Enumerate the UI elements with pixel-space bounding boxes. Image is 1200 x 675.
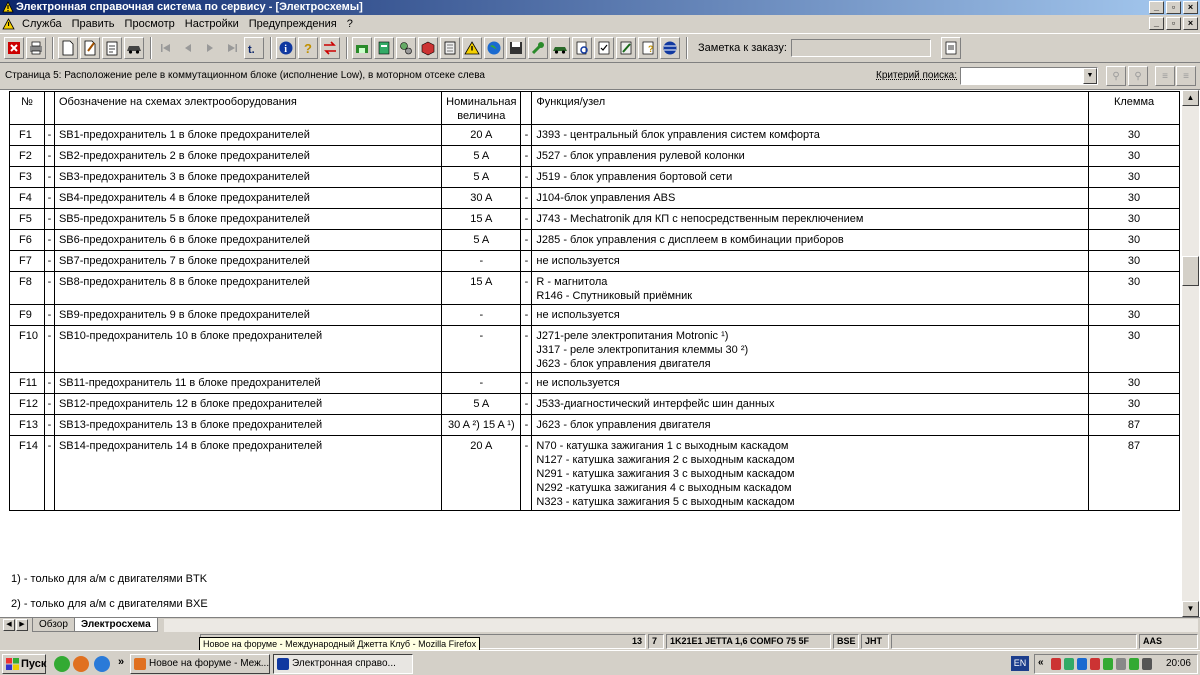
exit-icon (6, 40, 22, 56)
table-row (10, 305, 1180, 326)
dash-cell: - (44, 125, 54, 146)
status-user: AAS (1139, 634, 1198, 649)
help-button[interactable] (298, 37, 318, 59)
scroll-thumb[interactable] (1182, 256, 1199, 286)
fuse-terminal: 30 (1089, 188, 1180, 209)
order-note-label: Заметка к заказу: (698, 42, 787, 54)
toolbar (0, 33, 1200, 63)
fuse-number: F11 (10, 373, 45, 394)
status-cell-13: 13 (200, 634, 646, 649)
header-value: Номинальная величина (442, 92, 521, 125)
close-button[interactable]: × (1183, 1, 1198, 14)
first-page-icon (158, 40, 174, 56)
fuse-rating: 30 A (442, 188, 521, 209)
menu-warnings[interactable]: Предупреждения (248, 18, 337, 30)
status-vehicle: 1K21E1 JETTA 1,6 COMFO 75 5F (666, 634, 831, 649)
fuse-function (532, 436, 1089, 511)
parts-button[interactable] (418, 37, 438, 59)
tray-clock: 20:06 (1165, 658, 1191, 669)
search-next-button[interactable] (1128, 66, 1148, 86)
fuse-designation: SB2-предохранитель 2 в блоке предохранителей (54, 146, 441, 167)
fuse-terminal: 87 (1089, 436, 1180, 511)
dash-cell: - (44, 146, 54, 167)
dash-cell: - (521, 209, 532, 230)
dash-cell: - (44, 373, 54, 394)
dash-cell: - (521, 188, 532, 209)
fuse-number: F7 (10, 251, 45, 272)
fuse-designation: SB12-предохранитель 12 в блоке предохранителей (54, 394, 441, 415)
chevron-down-icon[interactable]: ▼ (1083, 68, 1097, 84)
search-next-icon: ⚲ (1134, 70, 1142, 82)
fuse-rating: - (442, 305, 521, 326)
exit-button[interactable] (4, 37, 24, 59)
function-line: J527 - блок управления рулевой колонки (536, 150, 745, 162)
fuse-number: F3 (10, 167, 45, 188)
fuse-number: F5 (10, 209, 45, 230)
fuse-terminal: 30 (1089, 230, 1180, 251)
fuse-terminal: 30 (1089, 305, 1180, 326)
fuse-designation: SB9-предохранитель 9 в блоке предохранителей (54, 305, 441, 326)
function-line: J317 - реле электропитания клеммы 30 ²) (536, 344, 749, 356)
mdi-close-button[interactable]: × (1183, 17, 1198, 30)
table-row (10, 436, 1180, 511)
mdi-minimize-button[interactable]: _ (1149, 17, 1164, 30)
table-row (10, 251, 1180, 272)
status-gearbox: JHT (861, 634, 889, 649)
fuse-number: F12 (10, 394, 45, 415)
tool-button[interactable] (528, 37, 548, 59)
box-icon (420, 40, 436, 56)
footnote-2: 2) - только для а/м с двигателями BXE (11, 598, 208, 610)
fuse-number: F10 (10, 326, 45, 373)
function-line: N291 - катушка зажигания 3 с выходным каскадом (536, 468, 795, 480)
document-icon (60, 40, 76, 56)
svg-text:?: ? (648, 44, 654, 54)
fuse-number: F1 (10, 125, 45, 146)
header-terminal: Клемма (1089, 92, 1180, 125)
fuse-designation: SB4-предохранитель 4 в блоке предохранителей (54, 188, 441, 209)
service-app-icon (277, 658, 289, 670)
fuse-rating: - (442, 251, 521, 272)
dash-cell: - (521, 146, 532, 167)
fuse-terminal: 87 (1089, 415, 1180, 436)
fuse-table (9, 91, 1180, 511)
note-icon (943, 40, 959, 56)
function-line: J519 - блок управления бортовой сети (536, 171, 733, 183)
fuse-number: F8 (10, 272, 45, 305)
dash-cell: - (44, 230, 54, 251)
dash-cell: - (44, 272, 54, 305)
header-dash (521, 92, 532, 125)
next-page-icon (202, 40, 218, 56)
swap-button[interactable] (320, 37, 340, 59)
svg-text:t.: t. (248, 44, 255, 56)
table-row (10, 188, 1180, 209)
search-criteria-combo[interactable] (960, 67, 1098, 85)
task-service-label: Электронная справо... (292, 658, 396, 669)
table-row (10, 272, 1180, 305)
dash-cell: - (44, 415, 54, 436)
fuse-function (532, 373, 1089, 394)
function-line: J623 - блок управления двигателя (536, 358, 711, 370)
function-line: J271-реле электропитания Motronic ¹) (536, 330, 729, 342)
fuse-designation: SB1-предохранитель 1 в блоке предохранителей (54, 125, 441, 146)
fuse-number: F13 (10, 415, 45, 436)
doc-question-icon (640, 40, 656, 56)
fuse-function (532, 146, 1089, 167)
function-line: не используется (536, 309, 620, 321)
fuse-terminal: 30 (1089, 373, 1180, 394)
function-line: J533-диагностический интерфейс шин данных (536, 398, 775, 410)
fuse-terminal: 30 (1089, 125, 1180, 146)
last-page-icon (224, 40, 240, 56)
checklist-icon (596, 40, 612, 56)
footnote-1: 1) - только для а/м с двигателями BTK (11, 573, 208, 585)
tray-security-icon[interactable] (1129, 658, 1139, 670)
task-firefox[interactable] (130, 654, 270, 674)
language-indicator[interactable]: EN (1011, 656, 1029, 671)
database-icon (662, 40, 678, 56)
function-line: R - магнитола (536, 276, 608, 288)
diagnosis-button[interactable] (396, 37, 416, 59)
task-firefox-label: Новое на форуме - Меж... (149, 658, 270, 669)
catalog-button[interactable] (374, 37, 394, 59)
hint-button[interactable] (638, 37, 658, 59)
fuse-designation: SB14-предохранитель 14 в блоке предохранителей (54, 436, 441, 511)
first-page-button[interactable] (156, 37, 176, 59)
fuse-designation: SB6-предохранитель 6 в блоке предохранителей (54, 230, 441, 251)
quicklaunch-more-icon[interactable]: » (118, 656, 125, 668)
workshop-button[interactable] (352, 37, 372, 59)
next-page-button[interactable] (200, 37, 220, 59)
window-title: Электронная справочная система по сервису - [Электросхемы] (16, 1, 363, 13)
fuse-terminal: 30 (1089, 394, 1180, 415)
warnings-button[interactable] (462, 37, 482, 59)
fuse-terminal: 30 (1089, 272, 1180, 305)
swap-arrows-icon (322, 40, 338, 56)
gears-icon (398, 40, 414, 56)
function-line: N127 - катушка зажигания 2 с выходным каскадом (536, 454, 795, 466)
function-line: J623 - блок управления двигателя (536, 419, 711, 431)
fuse-function (532, 125, 1089, 146)
fuse-rating: 5 A (442, 167, 521, 188)
prev-page-icon (180, 40, 196, 56)
fuse-designation: SB10-предохранитель 10 в блоке предохранителей (54, 326, 441, 373)
function-line: N70 - катушка зажигания 1 с выходным каскадом (536, 440, 789, 452)
wrench-icon (530, 40, 546, 56)
fuse-rating: 20 A (442, 125, 521, 146)
menu-help[interactable]: ? (346, 18, 353, 30)
last-page-button[interactable] (222, 37, 242, 59)
tab-next-button[interactable]: ▶ (16, 619, 28, 631)
fuse-rating: - (442, 373, 521, 394)
dash-cell: - (521, 230, 532, 251)
function-line: J104-блок управления ABS (536, 192, 676, 204)
status-engine: BSE (833, 634, 859, 649)
info-bar (0, 63, 1200, 89)
search-button[interactable] (1106, 66, 1126, 86)
header-function: Функция/узел (532, 92, 1089, 125)
dash-cell: - (521, 305, 532, 326)
tab-prev-button[interactable]: ◀ (3, 619, 15, 631)
fuse-designation: SB7-предохранитель 7 в блоке предохранителей (54, 251, 441, 272)
edit-notes-button[interactable] (616, 37, 636, 59)
taskbar-tooltip: Новое на форуме - Международный Джетта Клуб - Mozilla Firefox (199, 637, 480, 652)
scroll-up-button[interactable]: ▲ (1182, 90, 1199, 106)
prev-page-button[interactable] (178, 37, 198, 59)
warning-icon (2, 18, 15, 30)
dash-cell: - (521, 415, 532, 436)
status-bar (0, 632, 1200, 650)
print-button[interactable] (26, 37, 46, 59)
dash-cell: - (521, 394, 532, 415)
dash-cell: - (44, 167, 54, 188)
fuse-rating: 5 A (442, 230, 521, 251)
fuse-designation: SB13-предохранитель 13 в блоке предохранителей (54, 415, 441, 436)
fuse-number: F4 (10, 188, 45, 209)
dash-cell: - (44, 251, 54, 272)
car-service-icon (552, 40, 568, 56)
fuse-rating: 30 A ²) 15 A ¹) (442, 415, 521, 436)
checklist-button[interactable] (594, 37, 614, 59)
book-button[interactable] (440, 37, 460, 59)
pencil-icon (618, 40, 634, 56)
menu-view[interactable]: Просмотр (124, 18, 175, 30)
fuse-rating: 15 A (442, 209, 521, 230)
fuse-designation: SB11-предохранитель 11 в блоке предохранителей (54, 373, 441, 394)
sheet-tabs-bar (0, 617, 1200, 632)
prev-hit-icon: ≡ (1162, 70, 1168, 82)
function-line: N323 - катушка зажигания 5 с выходным каскадом (536, 496, 795, 508)
fuse-terminal: 30 (1089, 209, 1180, 230)
taskbar (0, 650, 1200, 675)
page-caption: Страница 5: Расположение реле в коммутационном блоке (исполнение Low), в моторном отсеке слева (5, 70, 485, 81)
title-bar (0, 0, 1200, 15)
fuse-function (532, 251, 1089, 272)
table-row (10, 373, 1180, 394)
fuse-terminal: 30 (1089, 326, 1180, 373)
firefox-icon (134, 658, 146, 670)
car-icon (126, 40, 142, 56)
tray-settings-icon[interactable] (1116, 658, 1126, 670)
table-row (10, 230, 1180, 251)
start-button[interactable] (2, 654, 46, 674)
fuse-number: F9 (10, 305, 45, 326)
question-icon (300, 40, 316, 56)
vehicle-button[interactable] (124, 37, 144, 59)
book-icon (442, 40, 458, 56)
notes-button[interactable] (102, 37, 122, 59)
edit-document-button[interactable] (80, 37, 100, 59)
dash-cell: - (44, 209, 54, 230)
dash-cell: - (521, 326, 532, 373)
function-line: J393 - центральный блок управления систем комфорта (536, 129, 820, 141)
menu-settings[interactable]: Настройки (184, 18, 239, 30)
magnifier-doc-icon (574, 40, 590, 56)
tray-utorrent-icon[interactable] (1103, 658, 1113, 670)
fuse-rating: - (442, 326, 521, 373)
fuse-rating: 15 A (442, 272, 521, 305)
function-line: не используется (536, 255, 620, 267)
search-figure-icon: ⚲ (1112, 70, 1120, 82)
prev-hit-button[interactable] (1155, 66, 1175, 86)
jump-button[interactable] (244, 37, 264, 59)
vertical-scrollbar[interactable] (1182, 90, 1199, 617)
fuse-function (532, 305, 1089, 326)
fuse-terminal: 30 (1089, 146, 1180, 167)
fuse-number: F2 (10, 146, 45, 167)
status-empty (891, 634, 1137, 649)
info-icon (278, 40, 294, 56)
menu-service[interactable]: Служба (22, 18, 62, 30)
fuse-rating: 5 A (442, 394, 521, 415)
workshop-icon (354, 40, 370, 56)
fuse-rating: 20 A (442, 436, 521, 511)
function-line: J285 - блок управления с дисплеем в комбинации приборов (536, 234, 844, 246)
document-content (0, 90, 1182, 617)
dash-cell: - (44, 436, 54, 511)
order-note-button[interactable] (941, 37, 961, 59)
tray-update-icon[interactable] (1090, 658, 1100, 670)
start-label: Пуск (21, 658, 47, 670)
fuse-function (532, 230, 1089, 251)
maximize-button[interactable]: ▫ (1166, 1, 1181, 14)
fuse-designation: SB8-предохранитель 8 в блоке предохранителей (54, 272, 441, 305)
menu-edit[interactable]: Править (71, 18, 115, 30)
svg-text:?: ? (304, 41, 312, 56)
dash-cell: - (521, 373, 532, 394)
document-edit-icon (82, 40, 98, 56)
fuse-number: F6 (10, 230, 45, 251)
document-area (0, 89, 1200, 617)
quicklaunch-utorrent-icon[interactable] (54, 656, 70, 672)
minimize-button[interactable]: _ (1149, 1, 1164, 14)
fuse-designation: SB3-предохранитель 3 в блоке предохранителей (54, 167, 441, 188)
table-row (10, 167, 1180, 188)
mdi-restore-button[interactable]: ▫ (1166, 17, 1181, 30)
database-button[interactable] (660, 37, 680, 59)
printer-icon (28, 40, 44, 56)
next-hit-icon: ≡ (1183, 70, 1189, 82)
fuse-terminal: 30 (1089, 251, 1180, 272)
header-name: Обозначение на схемах электрооборудования (54, 92, 441, 125)
status-cell-7: 7 (648, 634, 664, 649)
function-line: R146 - Спутниковый приёмник (536, 290, 693, 302)
horizontal-scrollbar[interactable] (164, 619, 1198, 632)
search-criteria-label: Критерий поиска: (876, 70, 958, 81)
header-dash (44, 92, 54, 125)
windows-logo-icon (6, 658, 19, 670)
fuse-function (532, 272, 1089, 305)
quicklaunch-firefox-icon[interactable] (73, 656, 89, 672)
search-doc-button[interactable] (572, 37, 592, 59)
tray-device-icon[interactable] (1142, 658, 1152, 670)
tray-expand-icon[interactable]: « (1038, 657, 1044, 668)
fuse-function (532, 209, 1089, 230)
dash-cell: - (521, 251, 532, 272)
fuse-number: F14 (10, 436, 45, 511)
globe-icon (486, 40, 502, 56)
svg-text:i: i (284, 44, 288, 55)
dash-cell: - (521, 167, 532, 188)
scroll-down-button[interactable]: ▼ (1182, 601, 1199, 617)
next-hit-button[interactable] (1176, 66, 1196, 86)
dash-cell: - (521, 125, 532, 146)
tray-volume-icon[interactable] (1077, 658, 1087, 670)
info-button[interactable] (276, 37, 296, 59)
tab-wiring-diagram[interactable]: Электросхема (74, 618, 158, 632)
table-row (10, 125, 1180, 146)
dash-cell: - (521, 272, 532, 305)
dash-cell: - (44, 188, 54, 209)
fuse-function (532, 188, 1089, 209)
fuse-rating: 5 A (442, 146, 521, 167)
fuse-function (532, 415, 1089, 436)
fuse-function (532, 394, 1089, 415)
jump-icon (246, 40, 262, 56)
catalog-icon (376, 40, 392, 56)
table-row (10, 326, 1180, 373)
disk-icon (508, 40, 524, 56)
car-service-button[interactable] (550, 37, 570, 59)
function-line: не используется (536, 377, 620, 389)
warning-triangle-icon (464, 40, 480, 56)
fuse-terminal: 30 (1089, 167, 1180, 188)
quicklaunch-ie-icon[interactable] (94, 656, 110, 672)
function-line: N292 -катушка зажигания 4 с выходным каскадом (536, 482, 792, 494)
new-document-button[interactable] (58, 37, 78, 59)
table-row (10, 146, 1180, 167)
dash-cell: - (44, 305, 54, 326)
fuse-function (532, 326, 1089, 373)
table-row (10, 209, 1180, 230)
tab-overview[interactable]: Обзор (32, 618, 75, 632)
fuse-designation: SB5-предохранитель 5 в блоке предохранителей (54, 209, 441, 230)
dash-cell: - (521, 436, 532, 511)
tray-antivirus-icon[interactable] (1051, 658, 1061, 670)
fuse-function (532, 167, 1089, 188)
table-row (10, 415, 1180, 436)
notepad-icon (104, 40, 120, 56)
menu-bar (0, 15, 1200, 33)
dash-cell: - (44, 326, 54, 373)
table-row (10, 394, 1180, 415)
app-warning-icon (2, 1, 14, 13)
globe-button[interactable] (484, 37, 504, 59)
save-button[interactable] (506, 37, 526, 59)
function-line: J743 - Mechatronik для КП с непосредственным переключением (536, 213, 864, 225)
order-note-field[interactable] (791, 39, 931, 57)
system-tray (1034, 654, 1198, 674)
table-header-row (10, 92, 1180, 125)
header-no: № (10, 92, 45, 125)
dash-cell: - (44, 394, 54, 415)
tray-network-icon[interactable] (1064, 658, 1074, 670)
task-service-system[interactable] (273, 654, 413, 674)
